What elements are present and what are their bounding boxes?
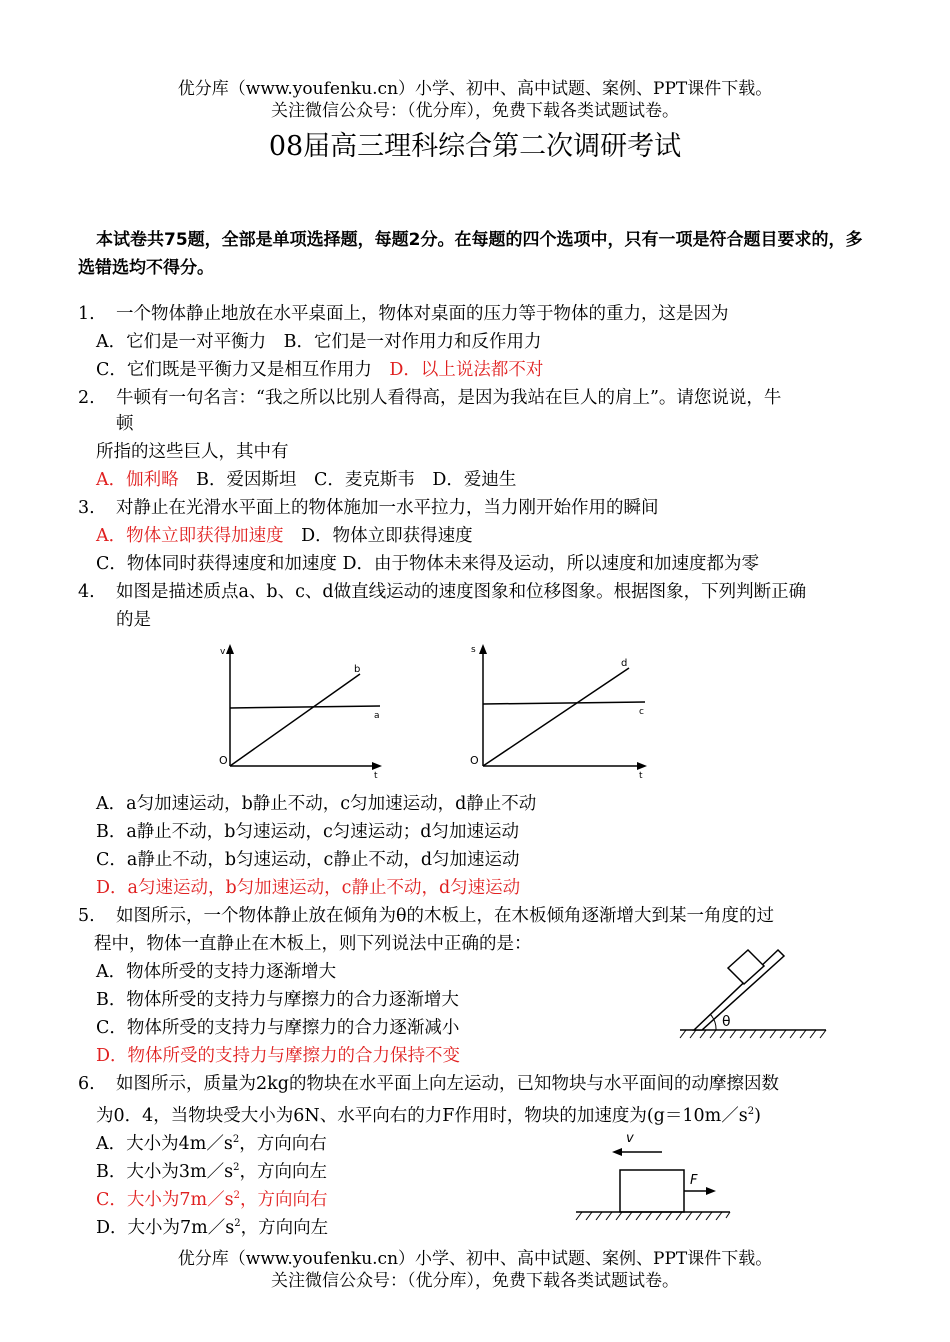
incline-figure	[672, 938, 832, 1042]
q5-option-d-answer: D．物体所受的支持力与摩擦力的合力保持不变	[96, 1046, 461, 1066]
block-force-figure	[570, 1124, 740, 1228]
t-axis-label: t	[374, 771, 378, 780]
q2-stem-cont: 所指的这些巨人，其中有	[96, 442, 289, 462]
option-direction: ，方向向右	[239, 1189, 328, 1210]
question-stem: 如图所示，一个物体静止放在倾角为θ的木板上，在木板倾角逐渐增大到某一角度的过	[116, 906, 775, 926]
superscript: 2	[234, 1218, 241, 1229]
superscript: 2	[747, 1106, 755, 1117]
superscript: 2	[232, 1134, 240, 1145]
displacement-time-graph	[465, 640, 665, 780]
q3-option-b: D．物体立即获得速度	[301, 526, 473, 546]
q4-stem-wrap: 的是	[116, 610, 151, 630]
q3-options-ab	[96, 522, 473, 550]
theta-label: θ	[722, 1014, 731, 1030]
t-axis-arrow	[372, 762, 382, 770]
question-6	[78, 1070, 779, 1098]
q2-options-rest: B．爱因斯坦 C．麦克斯韦 D．爱迪生	[196, 470, 517, 490]
line-c-label: c	[639, 707, 644, 717]
origin-label: O	[470, 754, 479, 767]
q6-stem-text: 为0．4，当物块受大小为6N、水平向右的力F作用时，物块的加速度为(g＝10m／s	[96, 1105, 748, 1126]
superscript: 2	[233, 1190, 240, 1201]
option-text: A．大小为4m／s	[96, 1133, 233, 1154]
t-axis-label: t	[639, 771, 643, 780]
line-b	[230, 674, 360, 766]
question-3	[78, 494, 659, 522]
instructions: 本试卷共75题，全部是单项选择题，每题2分。在每题的四个选项中，只有一项是符合题目要求的，多选错选均不得分。	[78, 230, 863, 278]
q1-options-cd	[96, 356, 543, 384]
floor-hatching	[576, 1212, 730, 1220]
question-stem: 牛顿有一句名言：“我之所以比别人看得高，是因为我站在巨人的肩上”。请您说说，牛	[116, 388, 782, 408]
q1-option-c: C．它们既是平衡力又是相互作用力	[96, 360, 372, 380]
q3-option-a-answer: A．物体立即获得加速度	[96, 526, 284, 546]
velocity-arrowhead	[612, 1148, 622, 1156]
t-axis-arrow	[637, 762, 647, 770]
superscript: 2	[233, 1162, 240, 1173]
line-a	[230, 706, 380, 708]
q5-option-b: B．物体所受的支持力与摩擦力的合力逐渐增大	[96, 990, 459, 1010]
line-a-label: a	[374, 711, 380, 721]
q2-stem-wrap: 顿	[116, 414, 134, 434]
option-direction: ，方向向右	[239, 1133, 327, 1154]
ground-hatching	[680, 1030, 826, 1038]
question-number: 3.	[78, 498, 95, 518]
question-number: 5.	[78, 906, 95, 926]
line-d-label: d	[621, 658, 628, 669]
footer-line-1: 优分库（www.youfenku.cn）小学、初中、高中试题、案例、PPT课件下载。	[177, 1249, 773, 1269]
option-direction: ，方向向左	[240, 1217, 329, 1238]
header-line-1: 优分库（www.youfenku.cn）小学、初中、高中试题、案例、PPT课件下载。	[177, 79, 773, 99]
question-number: 1.	[78, 304, 95, 324]
velocity-time-graph	[214, 640, 384, 780]
question-number: 4.	[78, 582, 95, 602]
origin-label: O	[219, 754, 228, 767]
option-direction: ，方向向左	[239, 1161, 327, 1182]
force-arrowhead	[706, 1187, 716, 1195]
s-axis-arrow	[479, 644, 487, 654]
option-text: D．大小为7m／s	[96, 1217, 235, 1238]
q4-option-a: A．a匀加速运动，b静止不动，c匀加速运动，d静止不动	[96, 794, 537, 814]
question-stem: 如图是描述质点a、b、c、d做直线运动的速度图象和位移图象。根据图象，下列判断正确	[116, 582, 807, 602]
footer-line-2: 关注微信公众号：（优分库），免费下载各类试题试卷。	[271, 1271, 679, 1291]
question-stem: 如图所示，质量为2kg的物块在水平面上向左运动，已知物块与水平面间的动摩擦因数	[116, 1074, 779, 1094]
header-line-2: 关注微信公众号：（优分库），免费下载各类试题试卷。	[271, 101, 679, 121]
velocity-label: v	[626, 1131, 634, 1146]
question-1	[78, 300, 729, 328]
question-number: 2.	[78, 388, 95, 408]
q2-options	[96, 466, 516, 494]
q6-stem-end: )	[754, 1105, 761, 1126]
page-title: 08届高三理科综合第二次调研考试	[268, 131, 682, 162]
q5-option-a: A．物体所受的支持力逐渐增大	[96, 962, 337, 982]
q5-option-c: C．物体所受的支持力与摩擦力的合力逐渐减小	[96, 1018, 460, 1038]
question-number: 6.	[78, 1074, 95, 1094]
question-5	[78, 902, 774, 930]
q3-options-cd: C．物体同时获得速度和加速度 D．由于物体未来得及运动，所以速度和加速度都为零	[96, 554, 759, 574]
option-text: B．大小为3m／s	[96, 1161, 234, 1182]
q5-stem-wrap: 程中，物体一直静止在木板上，则下列说法中正确的是：	[94, 934, 532, 954]
question-stem: 对静止在光滑水平面上的物体施加一水平拉力，当力刚开始作用的瞬间	[116, 498, 659, 518]
q1-option-d-answer: D．以上说法都不对	[389, 360, 544, 380]
line-d	[483, 668, 629, 766]
question-2	[78, 384, 781, 412]
force-label: F	[690, 1173, 698, 1188]
q4-option-b: B．a静止不动，b匀速运动，c匀速运动；d匀加速运动	[96, 822, 519, 842]
question-4	[78, 578, 806, 606]
q6-option-d	[96, 1210, 328, 1242]
s-axis-label: s	[471, 645, 476, 655]
line-c	[483, 702, 645, 704]
v-axis-label: v	[220, 647, 226, 657]
line-b-label: b	[354, 664, 361, 675]
option-text: C．大小为7m／s	[96, 1189, 234, 1210]
question-stem: 一个物体静止地放在水平桌面上，物体对桌面的压力等于物体的重力，这是因为	[116, 304, 729, 324]
q1-options-ab: A．它们是一对平衡力 B．它们是一对作用力和反作用力	[96, 332, 542, 352]
q2-option-a-answer: A．伽利略	[96, 470, 179, 490]
q4-option-c: C．a静止不动，b匀速运动，c静止不动，d匀加速运动	[96, 850, 520, 870]
block	[620, 1170, 684, 1212]
v-axis-arrow	[226, 644, 234, 654]
q4-option-d-answer: D．a匀速运动，b匀加速运动，c静止不动，d匀速运动	[96, 878, 521, 898]
